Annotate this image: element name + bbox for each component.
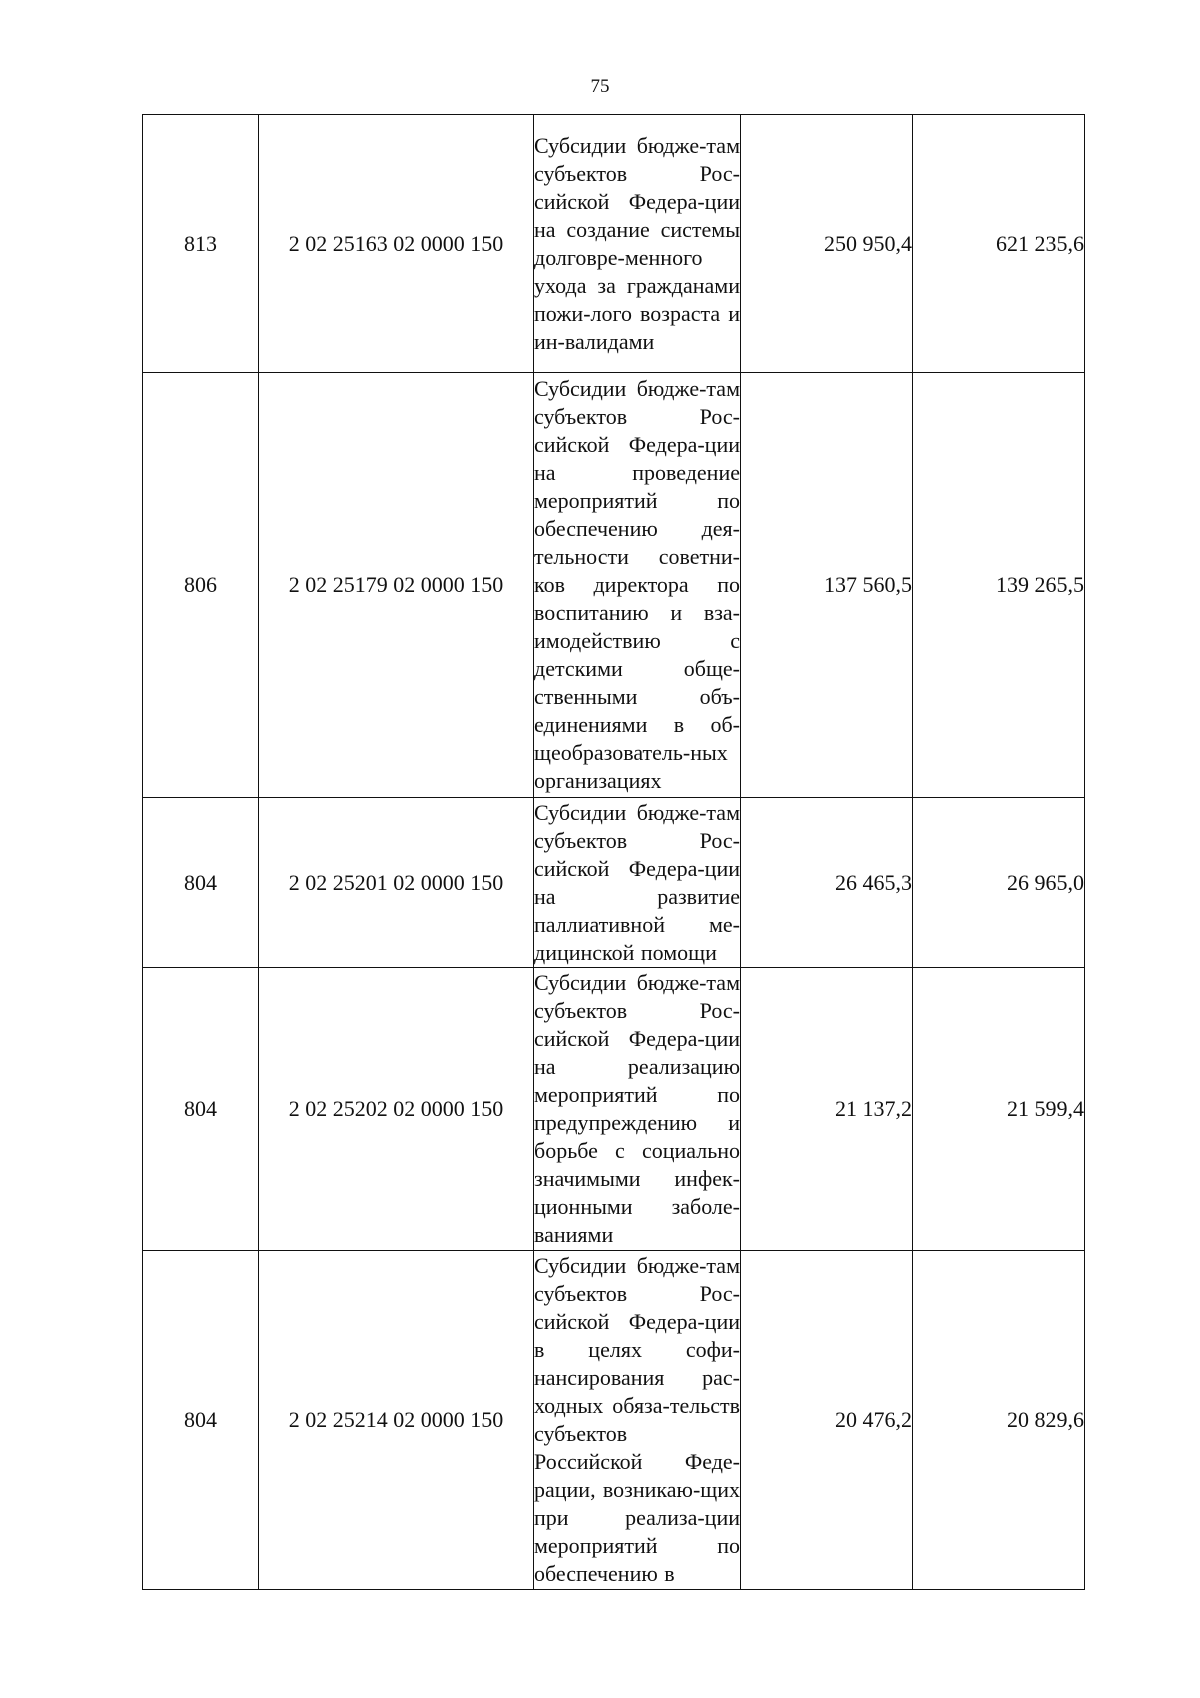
- budget-code-cell: 2 02 25214 02 0000 150: [259, 1251, 534, 1590]
- page-number: 75: [590, 76, 610, 97]
- amount-year1-cell: 250 950,4: [741, 115, 913, 373]
- amount-year1-cell: 21 137,2: [741, 968, 913, 1251]
- budget-code-cell: 2 02 25201 02 0000 150: [259, 798, 534, 968]
- admin-code-cell: 804: [143, 798, 259, 968]
- amount-year2-cell: 26 965,0: [913, 798, 1085, 968]
- table-row: [143, 798, 1085, 968]
- amount-year1-cell: 26 465,3: [741, 798, 913, 968]
- admin-code-cell: 804: [143, 968, 259, 1251]
- admin-code-cell: 804: [143, 1251, 259, 1590]
- description-cell: Субсидии бюдже-там субъектов Рос-сийской Федера-ции в целях софи-нансирования рас-ходных обяза-тельств субъектов Российской Феде-рации, возникаю-щих при реализа-ции мероприятий по обеспечению в: [534, 1251, 741, 1590]
- amount-year2-cell: 621 235,6: [913, 115, 1085, 373]
- budget-code-cell: 2 02 25179 02 0000 150: [259, 373, 534, 798]
- admin-code-cell: 806: [143, 373, 259, 798]
- amount-year2-cell: 21 599,4: [913, 968, 1085, 1251]
- description-cell: Субсидии бюдже-там субъектов Рос-сийской Федера-ции на реализацию мероприятий по предупреждению и борьбе с социально значимыми инфек-ционными заболе-ваниями: [534, 968, 741, 1251]
- table-row: [143, 968, 1085, 1251]
- budget-table: [142, 114, 1085, 1590]
- table-row: [143, 373, 1085, 798]
- budget-code-cell: 2 02 25202 02 0000 150: [259, 968, 534, 1251]
- table-row: [143, 1251, 1085, 1590]
- amount-year2-cell: 139 265,5: [913, 373, 1085, 798]
- amount-year1-cell: 137 560,5: [741, 373, 913, 798]
- table-row: [143, 115, 1085, 373]
- description-cell: Субсидии бюдже-там субъектов Рос-сийской Федера-ции на создание системы долговре-менного ухода за гражданами пожи-лого возраста и ин-валидами: [534, 115, 741, 373]
- description-cell: Субсидии бюдже-там субъектов Рос-сийской Федера-ции на развитие паллиативной ме-дицинской помощи: [534, 798, 741, 968]
- admin-code-cell: 813: [143, 115, 259, 373]
- amount-year2-cell: 20 829,6: [913, 1251, 1085, 1590]
- description-cell: Субсидии бюдже-там субъектов Рос-сийской Федера-ции на проведение мероприятий по обеспечению дея-тельности советни-ков директора по воспитанию и вза-имодействию с детскими обще-ственными объ-единениями в об-щеобразователь-ных организациях: [534, 373, 741, 798]
- amount-year1-cell: 20 476,2: [741, 1251, 913, 1590]
- budget-code-cell: 2 02 25163 02 0000 150: [259, 115, 534, 373]
